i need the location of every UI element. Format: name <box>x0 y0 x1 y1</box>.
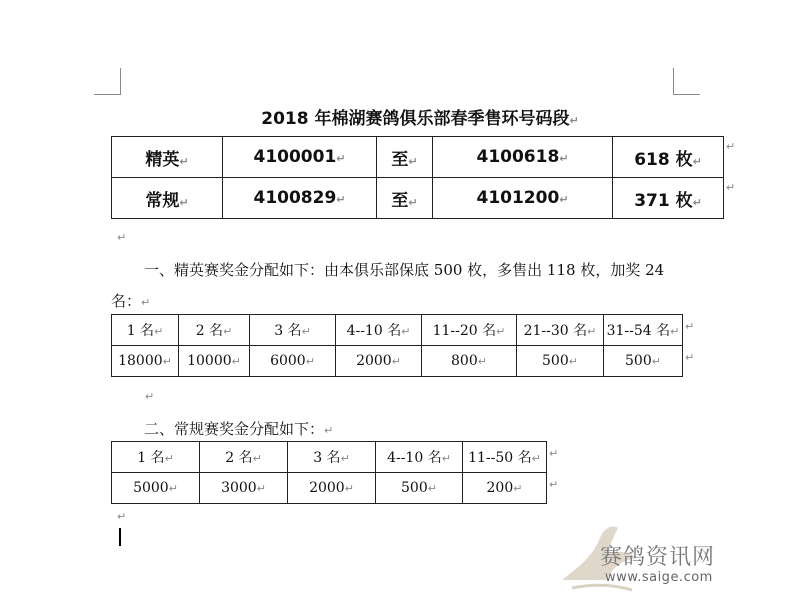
prize-value-cell: 3000↵ <box>200 473 288 504</box>
table-row <box>112 137 724 178</box>
segment-start-cell: 4100829↵ <box>223 178 377 219</box>
rank-header-cell: 21--30 名↵ <box>517 315 604 346</box>
segment-to-cell: 至↵ <box>377 178 433 219</box>
table-header-row <box>112 442 547 473</box>
row-end-mark: ↵ <box>726 181 736 194</box>
rank-header-cell: 4--10 名↵ <box>336 315 422 346</box>
paragraph-mark: ↵ <box>117 231 127 244</box>
rank-header-cell: 3 名↵ <box>250 315 336 346</box>
segment-to-cell: 至↵ <box>377 137 433 178</box>
rank-header-cell: 2 名↵ <box>179 315 250 346</box>
watermark-site-name: 赛鸽资讯网 <box>600 545 716 570</box>
ring-segment-table <box>111 136 724 219</box>
row-end-mark: ↵ <box>549 447 559 460</box>
row-end-mark: ↵ <box>685 320 695 333</box>
table-row <box>112 346 683 377</box>
text-cursor <box>119 528 121 546</box>
row-end-mark: ↵ <box>549 478 559 491</box>
segment-count-cell: 618 枚↵ <box>613 137 724 178</box>
crop-mark-top-left <box>94 68 121 95</box>
paragraph-mark: ↵ <box>117 510 127 523</box>
elite-intro-line2: 名：↵ <box>111 292 151 310</box>
prize-value-cell: 10000↵ <box>179 346 250 377</box>
prize-value-cell: 500↵ <box>376 473 463 504</box>
row-end-mark: ↵ <box>726 140 736 153</box>
prize-value-cell: 500↵ <box>517 346 604 377</box>
segment-label-cell: 常规↵ <box>112 178 223 219</box>
prize-value-cell: 6000↵ <box>250 346 336 377</box>
segment-label-cell: 精英↵ <box>112 137 223 178</box>
elite-intro-line1: 一、精英赛奖金分配如下：由本俱乐部保底 500 枚，多售出 118 枚，加奖 24 <box>144 261 665 279</box>
rank-header-cell: 11--50 名↵ <box>463 442 547 473</box>
rank-header-cell: 31--54 名↵ <box>604 315 683 346</box>
rank-header-cell: 3 名↵ <box>288 442 376 473</box>
watermark-url: www.saige.com <box>605 570 713 585</box>
regular-prize-table <box>111 441 547 504</box>
rank-header-cell: 1 名↵ <box>112 442 200 473</box>
prize-value-cell: 800↵ <box>422 346 517 377</box>
elite-prize-table <box>111 314 683 377</box>
table-row <box>112 473 547 504</box>
rank-header-cell: 4--10 名↵ <box>376 442 463 473</box>
table-row <box>112 178 724 219</box>
segment-end-cell: 4101200↵ <box>433 178 613 219</box>
crop-mark-top-right <box>673 68 700 95</box>
document-title: 2018 年棉湖赛鸽俱乐部春季售环号码段↵ <box>261 109 579 129</box>
row-end-mark: ↵ <box>685 351 695 364</box>
rank-header-cell: 1 名↵ <box>112 315 179 346</box>
prize-value-cell: 500↵ <box>604 346 683 377</box>
regular-intro: 二、常规赛奖金分配如下：↵ <box>144 420 334 438</box>
segment-count-cell: 371 枚↵ <box>613 178 724 219</box>
segment-end-cell: 4100618↵ <box>433 137 613 178</box>
rank-header-cell: 2 名↵ <box>200 442 288 473</box>
prize-value-cell: 2000↵ <box>288 473 376 504</box>
table-header-row <box>112 315 683 346</box>
segment-start-cell: 4100001↵ <box>223 137 377 178</box>
prize-value-cell: 18000↵ <box>112 346 179 377</box>
prize-value-cell: 200↵ <box>463 473 547 504</box>
rank-header-cell: 11--20 名↵ <box>422 315 517 346</box>
prize-value-cell: 2000↵ <box>336 346 422 377</box>
paragraph-mark: ↵ <box>145 390 155 403</box>
prize-value-cell: 5000↵ <box>112 473 200 504</box>
